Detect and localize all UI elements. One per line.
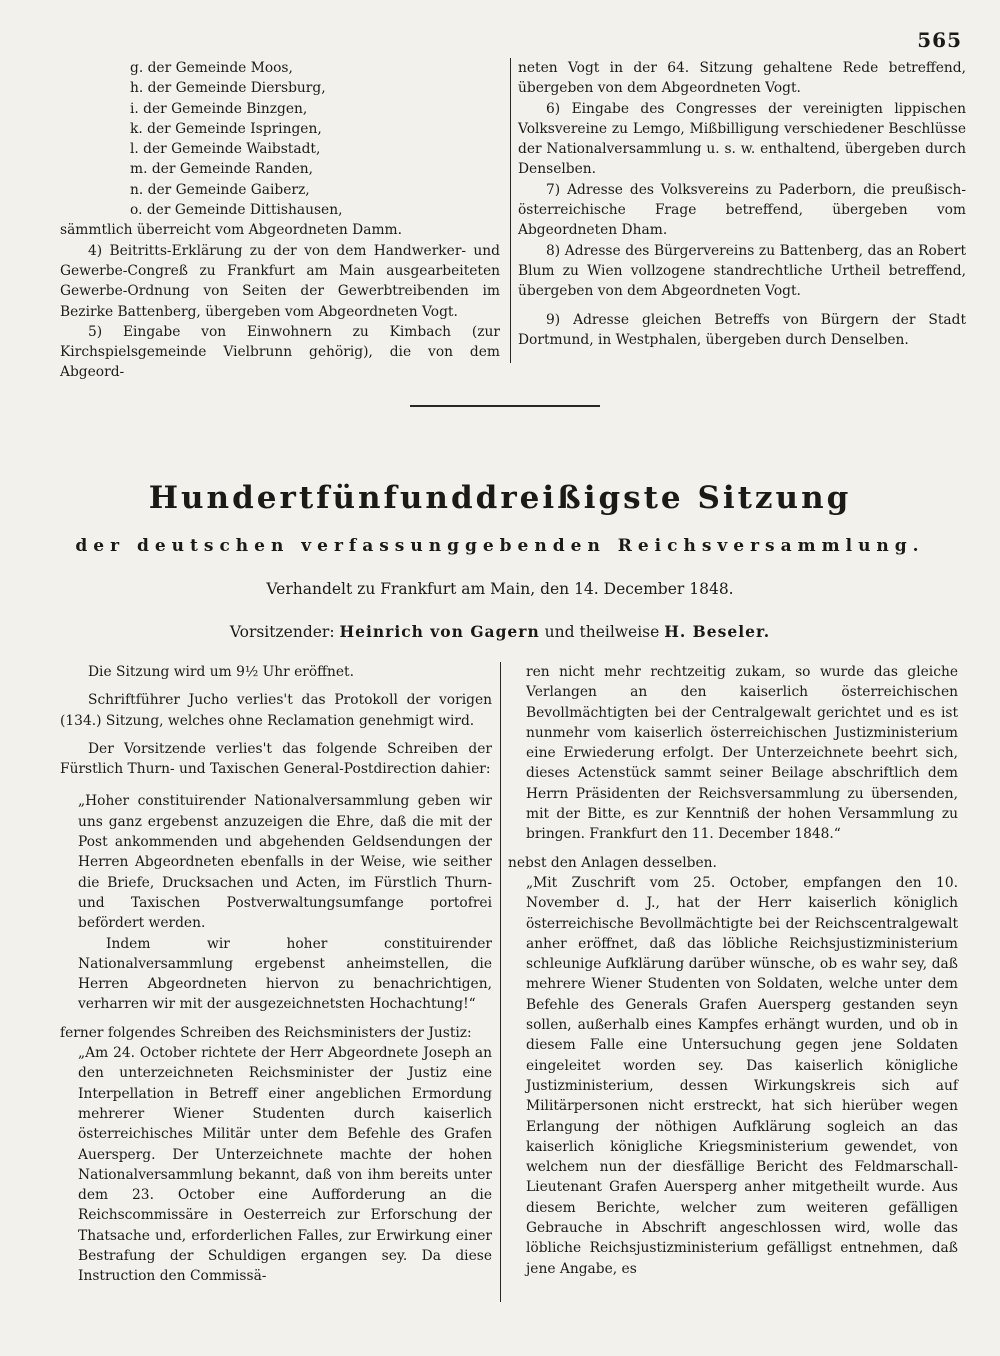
list-item: n. der Gemeinde Gaiberz,: [130, 181, 310, 198]
bottom-right-column: [508, 662, 958, 1279]
justice-letter-quote: „Am 24. October richtete der Herr Abgeordnete Joseph an den unterzeichneten Reichsminister der Justiz eine Interpellation in Betreff einer angeblichen Ermordung mehrerer Wiener Studenten durch kaiserlich österreichisches Militär unter dem Befehle des Grafen Auersperg. Der Unterzeichnete machte der hohen Nationalversammlung bekannt, daß von ihm bereits unter dem 23. October eine Aufforderung an die Reichscommissäre in Oesterreich zur Erforschung der Thatsache und, erforderlichen Falles, zur Erwirkung einer Bestrafung der Schuldigen ergangen sey. Da diese Instruction den Commissä-: [78, 1045, 492, 1285]
top-right-column: [518, 58, 966, 350]
list-item: m. der Gemeinde Randen,: [130, 161, 314, 178]
bottom-left-column: [60, 662, 492, 1287]
postal-letter-closing: Indem wir hoher constituirender Nationalversammlung ergebenst anheimstellen, die Herren Abgeordneten hiervon zu benachrichtigen, verharren wir mit der ausgezeichnetsten Hochachtung!“: [78, 935, 492, 1013]
list-item: l. der Gemeinde Waibstadt,: [130, 141, 321, 158]
justice-letter-continuation: ren nicht mehr rechtzeitig zukam, so wurde das gleiche Verlangen an den kaiserlich österreichischen Bevollmächtigten bei der Centralgewalt gerichtet und es ist nunmehr vom kaiserlich österreichischen Justizministerium eine Erwiederung erfolgt. Der Unterzeichnete beehrt sich, dieses Actenstück sammt seiner Beilage abschriftlich dem Herrn Präsidenten der Reichsversammlung zu übersenden, mit der Bitte, es zur Kenntniß der hohen Versammlung zu bringen. Frankfurt den 11. December 1848.“: [526, 664, 958, 843]
list-item: g. der Gemeinde Moos,: [130, 60, 293, 76]
top-left-column: [60, 58, 500, 383]
session-title: Hundertfünfunddreißigste Sitzung: [148, 480, 852, 516]
list-summary: sämmtlich überreicht vom Abgeordneten Damm.: [60, 222, 402, 239]
attachments-line: nebst den Anlagen desselben.: [508, 854, 717, 871]
postal-letter-quote: „Hoher constituirender Nationalversammlung geben wir uns ganz ergebenst anzuzeigen die Ehre, daß die mit der Post ankommenden und abgehenden Geldsendungen der Herren Abgeordneten ebenfalls in der Weise, wie seither die Briefe, Drucksachen und Acten, im Fürstlich Thurn- und Taxischen Postverwaltungsumfange portofrei befördert werden.: [78, 793, 492, 932]
page-number: 565: [917, 28, 962, 52]
session-opening: Die Sitzung wird um 9½ Uhr eröffnet.: [88, 664, 354, 680]
paragraph-6: 6) Eingabe des Congresses der vereinigten lippischen Volksvereine zu Lemgo, Mißbilligung verschiedener Beschlüsse der Nationalversammlung u. s. w. enthaltend, übergeben durch Denselben.: [518, 100, 966, 178]
chair-line: [0, 622, 1000, 641]
paragraph-7: 7) Adresse des Volksvereins zu Paderborn, die preußisch-österreichische Frage betreffend, übergeben vom Abgeordneten Dham.: [518, 181, 966, 239]
paragraph-4: 4) Beitritts-Erklärung zu der von dem Handwerker- und Gewerbe-Congreß zu Frankfurt am Main ausgearbeiteten Gewerbe-Ordnung von Seiten der Gewerbtreibenden im Bezirke Battenberg, übergeben vom Abgeordneten Vogt.: [60, 242, 500, 320]
list-item: i. der Gemeinde Binzgen,: [130, 100, 308, 117]
chair-label: Vorsitzender:: [229, 623, 335, 641]
session-subtitle: der deutschen verfassunggebenden Reichsversammlung.: [75, 536, 925, 556]
section-divider: [410, 405, 600, 407]
list-item: k. der Gemeinde Ispringen,: [130, 120, 322, 137]
list-item: o. der Gemeinde Dittishausen,: [130, 202, 343, 219]
chair-name-2: H. Beseler.: [664, 622, 771, 641]
chair-name: Heinrich von Gagern: [339, 622, 540, 641]
paragraph-9: 9) Adresse gleichen Betreffs von Bürgern der Stadt Dortmund, in Westphalen, übergeben durch Denselben.: [518, 311, 966, 348]
austrian-report-quote: „Mit Zuschrift vom 25. October, empfangen den 10. November d. J., hat der Herr kaiserlich königlich österreichische Bevollmächtigte bei der Reichscentralgewalt anher eröffnet, daß das löbliche Reichsjustizministerium schleunige Aufklärung darüber wünsche, ob es wahr sey, daß mehrere Wiener Studenten von Soldaten, welche unter dem Befehle des Generals Grafen Auersperg gestanden seyn sollen, außerhalb eines Kampfes erhängt wurden, und ob in diesem Falle eine Untersuchung gegen jene Soldaten eingeleitet worden sey. Das kaiserlich königliche Justizministerium, dessen Wirkungskreis sich auf Militärpersonen nicht erstreckt, hat sich hierüber wegen Erlangung der nöthigen Aufklärung sogleich an das kaiserlich königliche Kriegsministerium gewendet, von welchem nun der diesfällige Bericht des Feldmarschall-Lieutenant Grafen Auersperg anher mitgetheilt wurde. Aus diesem Berichte, welcher zum weiteren gefälligen Gebrauche in Abschrift angeschlossen wird, wolle das löbliche Reichsjustizministerium gefälligst entnehmen, daß jene Angabe, es: [526, 874, 958, 1277]
chairman-paragraph: Der Vorsitzende verlies't das folgende Schreiben der Fürstlich Thurn- und Taxischen General-Postdirection dahier:: [60, 740, 492, 778]
paragraph-continuation: neten Vogt in der 64. Sitzung gehaltene Rede betreffend, übergeben von dem Abgeordneten Vogt.: [518, 60, 966, 97]
protocol-paragraph: Schriftführer Jucho verlies't das Protokoll der vorigen (134.) Sitzung, welches ohne Reclamation genehmigt wird.: [60, 692, 492, 729]
column-divider-bottom: [500, 662, 501, 1302]
session-dateline: Verhandelt zu Frankfurt am Main, den 14. December 1848.: [266, 580, 734, 598]
paragraph-5: 5) Eingabe von Einwohnern zu Kimbach (zur Kirchspielsgemeinde Vielbrunn gehörig), die von dem Abgeord-: [60, 323, 500, 381]
chair-and: und theilweise: [544, 623, 660, 641]
list-item: h. der Gemeinde Diersburg,: [130, 80, 326, 97]
paragraph-8: 8) Adresse des Bürgervereins zu Battenberg, das an Robert Blum zu Wien vollzogene standrechtliche Urtheil betreffend, übergeben von dem Abgeordneten Vogt.: [518, 242, 966, 300]
column-divider-top: [510, 58, 511, 363]
justice-minister-intro: ferner folgendes Schreiben des Reichsministers der Justiz:: [60, 1024, 472, 1041]
